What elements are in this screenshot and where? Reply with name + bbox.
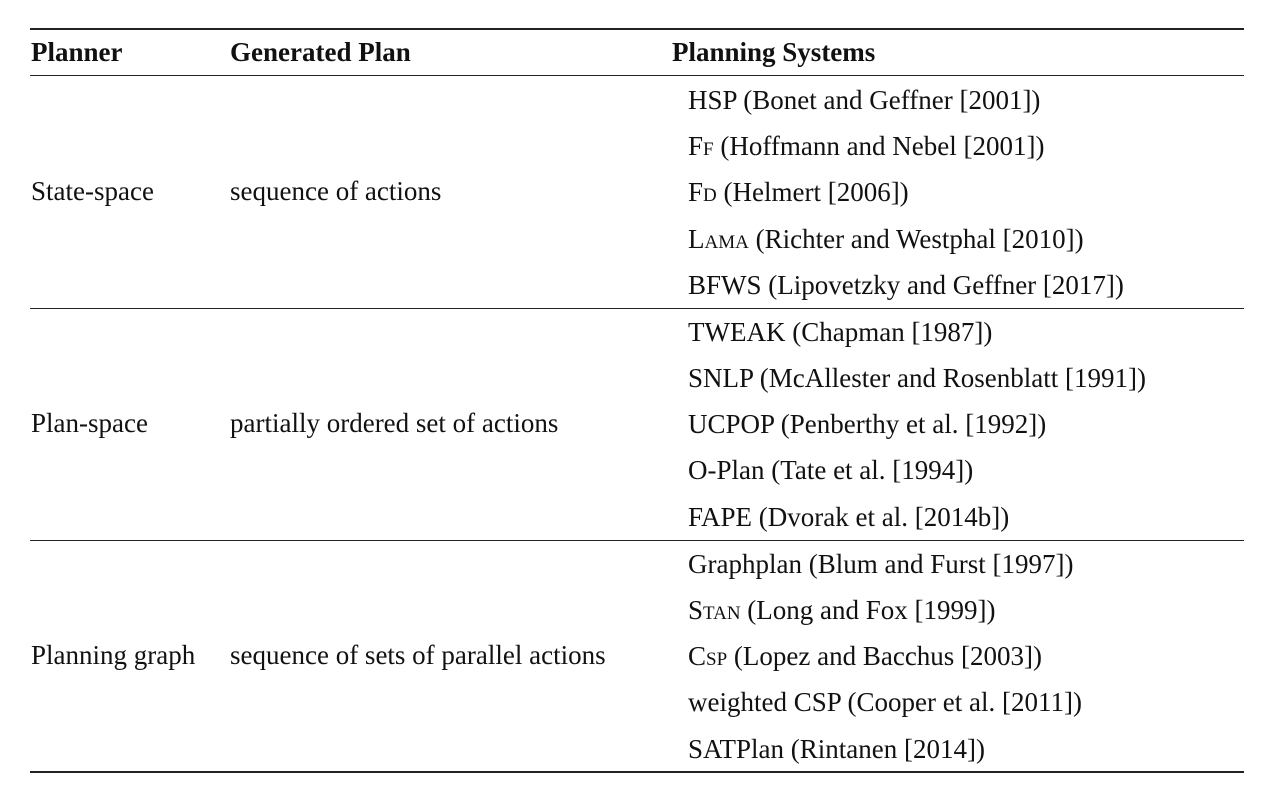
top-rule: [30, 28, 1244, 30]
system-name: HSP: [688, 85, 737, 115]
system-row: [688, 224, 1084, 254]
system-name: Lama: [688, 224, 749, 254]
system-name: Fd: [688, 177, 717, 207]
system-name: Ff: [688, 131, 714, 161]
group-rule: [30, 540, 1244, 541]
system-row: [688, 131, 1045, 161]
system-citation: (Blum and Furst [1997]): [808, 549, 1074, 579]
system-row: [688, 641, 1042, 671]
system-name: Graphplan: [688, 549, 802, 579]
plan-plan-space: partially ordered set of actions: [230, 408, 559, 438]
system-row: [688, 85, 1040, 115]
system-citation: (Cooper et al. [2011]): [847, 687, 1082, 717]
system-row: [688, 455, 973, 485]
system-name: FAPE: [688, 502, 753, 532]
system-citation: (Helmert [2006]): [723, 177, 909, 207]
system-name: Stan: [688, 595, 741, 625]
group-rule: [30, 308, 1244, 309]
system-citation: (Penberthy et al. [1992]): [780, 409, 1047, 439]
system-row: [688, 549, 1073, 579]
system-name: Csp: [688, 641, 728, 671]
system-row: [688, 595, 996, 625]
header-rule: [30, 75, 1244, 76]
system-name: O-Plan: [688, 455, 765, 485]
system-name: UCPOP: [688, 409, 775, 439]
plan-state-space: sequence of actions: [230, 176, 442, 206]
system-row: [688, 317, 992, 347]
system-row: [688, 409, 1046, 439]
system-citation: (Long and Fox [1999]): [747, 595, 996, 625]
system-name: SATPlan: [688, 734, 785, 764]
system-name: weighted CSP: [688, 687, 841, 717]
system-citation: (McAllester and Rosenblatt [1991]): [759, 363, 1146, 393]
header-planner: Planner: [31, 37, 123, 67]
header-planning-systems: Planning Systems: [672, 37, 876, 67]
system-citation: (Bonet and Geffner [2001]): [743, 85, 1041, 115]
planner-planning-graph: Planning graph: [31, 640, 196, 670]
system-row: [688, 502, 1009, 532]
system-citation: (Chapman [1987]): [792, 317, 993, 347]
header-generated-plan: Generated Plan: [230, 37, 411, 67]
planner-plan-space: Plan-space: [31, 408, 148, 438]
system-name: BFWS: [688, 270, 762, 300]
system-citation: (Richter and Westphal [2010]): [755, 224, 1084, 254]
system-row: [688, 687, 1082, 717]
system-citation: (Lipovetzky and Geffner [2017]): [768, 270, 1124, 300]
system-row: [688, 270, 1124, 300]
system-citation: (Dvorak et al. [2014b]): [758, 502, 1010, 532]
plan-planning-graph: sequence of sets of parallel actions: [230, 640, 606, 670]
system-citation: (Rintanen [2014]): [790, 734, 985, 764]
system-name: TWEAK: [688, 317, 786, 347]
system-row: [688, 734, 985, 764]
system-citation: (Lopez and Bacchus [2003]): [733, 641, 1043, 671]
system-row: [688, 177, 909, 207]
planner-state-space: State-space: [31, 176, 154, 206]
system-citation: (Hoffmann and Nebel [2001]): [720, 131, 1045, 161]
system-row: [688, 363, 1146, 393]
system-citation: (Tate et al. [1994]): [771, 455, 974, 485]
bottom-rule: [30, 771, 1244, 773]
system-name: SNLP: [688, 363, 754, 393]
